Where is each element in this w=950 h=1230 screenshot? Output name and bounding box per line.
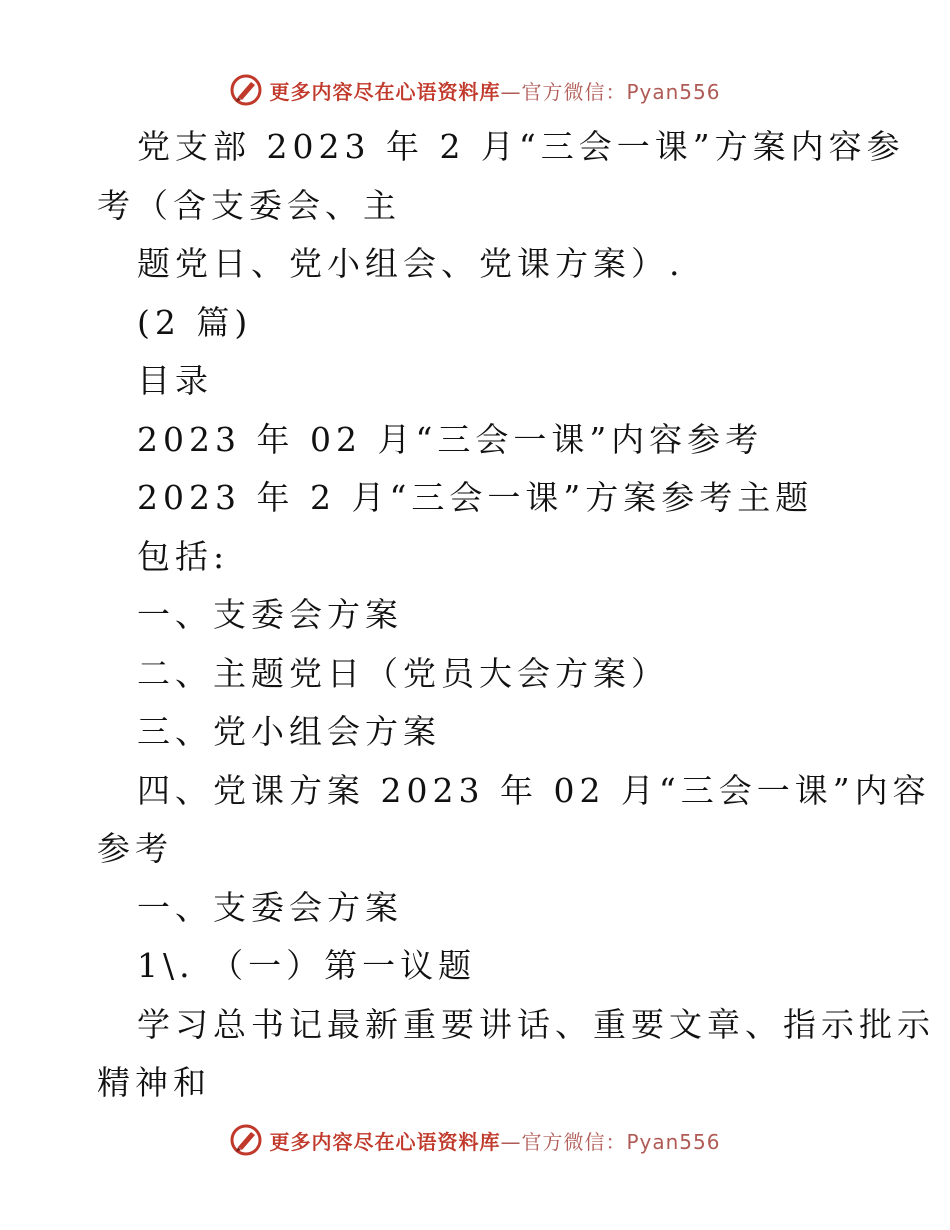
banner-sub-text: —官方微信：Pyan556 <box>500 79 721 104</box>
banner-text <box>269 1126 720 1155</box>
text-line: 学习总书记最新重要讲话、重要文章、指示批示 <box>137 1004 935 1044</box>
text-line: 二、主题党日（党员大会方案） <box>137 653 669 693</box>
text-line: (2 篇) <box>137 302 253 342</box>
text-line: 目录 <box>137 361 213 400</box>
text-line: 参考 <box>97 829 173 868</box>
text-line: 四、党课方案 2023 年 02 月“三会一课”内容 <box>137 770 931 810</box>
text-line: 包括: <box>137 536 230 576</box>
text-line: 考（含支委会、主 <box>97 185 401 225</box>
text-line: 2023 年 2 月“三会一课”方案参考主题 <box>137 478 814 517</box>
brush-pen-logo-icon <box>229 73 263 107</box>
text-line: 题党日、党小组会、党课方案）. <box>137 244 685 283</box>
text-line: 2023 年 02 月“三会一课”内容参考 <box>137 419 764 459</box>
banner-main-text: 更多内容尽在心语资料库 <box>269 79 501 104</box>
brush-pen-logo-icon <box>229 1123 263 1157</box>
banner-sub-text: —官方微信：Pyan556 <box>500 1129 721 1154</box>
text-line: 党支部 2023 年 2 月“三会一课”方案内容参 <box>137 127 905 166</box>
text-line: 1\. （一）第一议题 <box>137 946 477 985</box>
banner-text <box>269 76 720 105</box>
text-line: 三、党小组会方案 <box>137 712 441 751</box>
text-line: 精神和 <box>97 1063 211 1102</box>
document-body <box>97 118 935 1113</box>
banner-main-text: 更多内容尽在心语资料库 <box>269 1129 501 1154</box>
text-line: 一、支委会方案 <box>137 595 403 634</box>
text-line: 一、支委会方案 <box>137 887 403 927</box>
header-banner <box>0 70 950 110</box>
footer-banner <box>0 1120 950 1160</box>
